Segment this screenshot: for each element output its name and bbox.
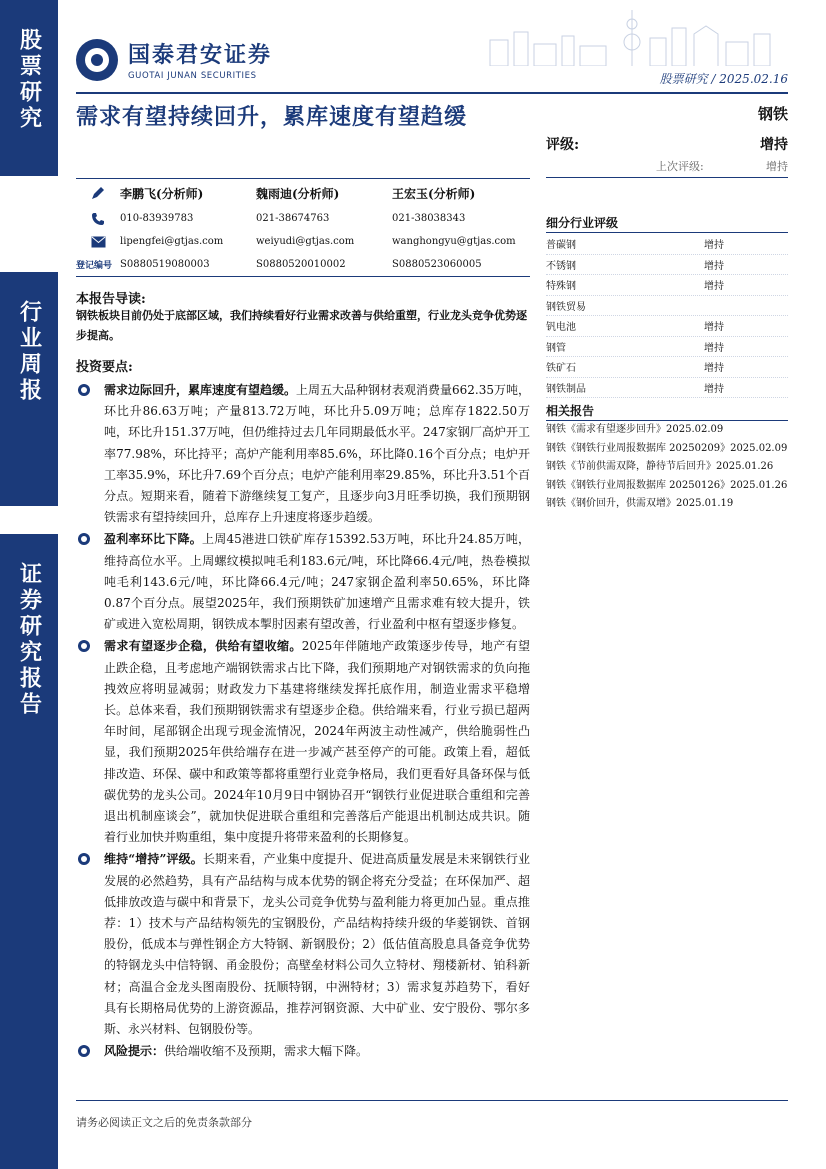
sub-industry-rating: 增持 <box>704 383 724 395</box>
key-point-lead: 需求有望逐步企稳，供给有望收缩。 <box>104 639 302 654</box>
table-row <box>546 275 788 296</box>
analyst-name: 王宏玉(分析师) <box>392 186 476 201</box>
analyst-email[interactable]: weiyudi@gtjas.com <box>256 236 355 247</box>
mail-icon <box>76 236 120 248</box>
guide-heading: 本报告导读: <box>76 292 146 307</box>
sub-industry-name: 特殊钢 <box>546 281 576 293</box>
pen-icon <box>76 185 120 201</box>
key-point-text: 2025年伴随地产政策逐步传导，地产有望止跌企稳，且考虑地产端钢铁需求占比下降，我们预期地产对钢铁需求的负向拖拽效应将明显减弱；财政发力下基建将继续发挥托底作用，制造业需求平稳增长。总体来看，我们预期钢铁需求有望逐步企稳。供给端来看，行业亏损已超两年时间，尾部钢企出现亏现金流情况，2024年两波主动性减产，供给脆弱性凸显，我们预期2025年供给端存在进一步减产甚至停产的可能。政策上看，超低排改造、环保、碳中和政策等都将重塑行业竞争格局，我们更看好具备环保与低碳优势的龙头公司。2024年10月9日中钢协召开“钢铁行业促进联合重组和完善退出机制座谈会”，就加快促进联合重组和完善落后产能退出机制达成共识。随着行业加快并购重组，集中度提升将带来盈利的长期修复。 <box>104 639 530 845</box>
bullet-icon <box>78 853 90 865</box>
sub-industry-divider <box>546 232 788 233</box>
logo-name-en: GUOTAI JUNAN SECURITIES <box>128 71 257 81</box>
sub-industry-name: 铁矿石 <box>546 363 576 375</box>
analyst-phone: 021-38674763 <box>256 213 330 224</box>
table-row <box>546 234 788 255</box>
related-report-link[interactable]: 钢铁《钢铁行业周报数据库 20250126》2025.01.26 <box>546 479 788 491</box>
sub-industry-rating: 增持 <box>704 342 724 354</box>
sidebar-block-securities-report <box>0 534 58 1169</box>
bullet-icon <box>78 640 90 652</box>
previous-rating-label: 上次评级: <box>656 160 704 173</box>
related-report-link[interactable]: 钢铁《节前供需双降，静待节后回升》2025.01.26 <box>546 461 774 472</box>
analyst-emails-row <box>76 230 530 253</box>
logo-emblem-icon <box>76 39 118 81</box>
registration-number: S0880520010002 <box>256 259 346 270</box>
registration-number: S0880519080003 <box>120 259 210 270</box>
registration-number: S0880523060005 <box>392 259 482 270</box>
key-point-text: 长期来看，产业集中度提升、促进高质量发展是未来钢铁行业发展的必然趋势，具有产品结构与成本优势的钢企将充分受益；在环保加严、超低排放改造与碳中和背景下，龙头公司竞争优势与盈利能力将更加凸显。重点推荐：1）技术与产品结构领先的宝钢股份，产品结构持续升级的华菱钢铁、首钢股份，低成本与弹性钢企方大特钢、新钢股份；2）低估值高股息具备竞争优势的特钢龙头中信特钢、甬金股份；高壁垒材料公司久立特材、翔楼新材、铂科新材；高温合金龙头图南股份、抚顺特钢，中洲特材；3）需求复苏趋势下，看好具有长期格局优势的上游资源品，推荐河钢资源、大中矿业、安宁股份、鄂尔多斯、永兴材料、包钢股份等。 <box>104 852 530 1037</box>
key-point-text: 上周五大品种钢材表观消费量662.35万吨，环比升86.63万吨；产量813.72万吨，环比升5.09万吨；总库存1822.50万吨，环比升151.37万吨，但仍维持过去几年同期最低水平。247家钢厂高炉开工率77.98%，环比持平；高炉产能利用率85.6%，环比降0.16个百分点；电炉开工率35.9%，环比升7.69个百分点；电炉产能利用率29.85%，环比升3.51个百分点。短期来看，随着下游继续复工复产，且逐步向3月旺季切换，我们预期钢铁需求有望持续回升，总库存上升速度将逐步趋缓。 <box>104 383 531 525</box>
sidebar-block-weekly <box>0 272 58 506</box>
table-row <box>546 337 788 358</box>
key-point <box>76 529 530 635</box>
key-point-lead: 维持“增持”评级。 <box>104 852 203 867</box>
sub-industry-heading: 细分行业评级 <box>546 216 619 230</box>
city-skyline-decoration <box>470 8 790 66</box>
page-title: 需求有望持续回升，累库速度有望趋缓 <box>76 104 468 130</box>
sub-industry-table <box>546 234 788 398</box>
key-points-list <box>76 380 530 1063</box>
sidebar-label-middle: 行业周报 <box>16 300 42 404</box>
footer-divider <box>76 1100 788 1101</box>
bullet-icon <box>78 533 90 545</box>
doc-type-date: 股票研究 / 2025.02.16 <box>659 72 788 86</box>
analyst-table <box>76 178 530 277</box>
sub-industry-rating: 增持 <box>704 240 724 252</box>
key-point-lead: 风险提示： <box>104 1044 165 1059</box>
sub-industry-name: 普碳钢 <box>546 240 576 252</box>
related-report-link[interactable]: 钢铁《钢价回升，供需双增》2025.01.19 <box>546 498 734 509</box>
sub-industry-rating: 增持 <box>704 322 724 334</box>
company-logo <box>76 38 272 81</box>
analyst-name: 李鹏飞(分析师) <box>120 186 204 201</box>
logo-name-cn: 国泰君安证券 <box>128 43 273 68</box>
key-point-text: 上周45港进口铁矿库存15392.53万吨，环比升24.85万吨，维持高位水平。上周螺纹模拟吨毛利183.6元/吨，环比降66.4元/吨，热卷模拟吨毛利143.6元/吨，环比降66.4元/吨；247家钢企盈利率50.65%，环比降0.87个百分点。展望2025年，我们预期铁矿加速增产且需求难有较大提升，铁矿或进入宽松周期，钢铁成本掣肘因素有望改善，行业盈利中枢有望逐步修复。 <box>104 532 530 632</box>
sub-industry-name: 钒电池 <box>546 322 576 334</box>
sub-industry-name: 不锈钢 <box>546 260 576 272</box>
key-point-lead: 需求边际回升，累库速度有望趋缓。 <box>104 383 297 397</box>
registration-label: 登记编号 <box>76 261 113 271</box>
table-row <box>546 378 788 399</box>
related-report-link[interactable]: 钢铁《需求有望逐步回升》2025.02.09 <box>546 424 724 435</box>
key-point <box>76 636 530 848</box>
industry-label: 钢铁 <box>757 105 788 123</box>
previous-rating-value: 增持 <box>766 160 788 173</box>
table-row <box>546 296 788 317</box>
sub-industry-name: 钢管 <box>546 342 566 354</box>
key-points-heading: 投资要点: <box>76 360 133 375</box>
sub-industry-name: 钢铁制品 <box>546 383 586 395</box>
related-report-link[interactable]: 钢铁《钢铁行业周报数据库 20250209》2025.02.09 <box>546 442 788 454</box>
analyst-email[interactable]: wanghongyu@gtjas.com <box>392 236 516 247</box>
analyst-names-row <box>76 179 530 207</box>
analyst-email[interactable]: lipengfei@gtjas.com <box>120 236 224 247</box>
analyst-phone: 010-83939783 <box>120 213 194 224</box>
bullet-icon <box>78 1045 90 1057</box>
rating-value: 增持 <box>760 137 788 153</box>
key-point <box>76 380 530 528</box>
sub-industry-rating: 增持 <box>704 363 724 375</box>
sidebar-label-top: 股票研究 <box>16 28 42 132</box>
guide-text: 钢铁板块目前仍处于底部区域，我们持续看好行业需求改善与供给重塑，行业龙头竞争优势逐步提高。 <box>76 309 527 342</box>
bullet-icon <box>78 384 90 396</box>
key-point <box>76 849 530 1040</box>
sidebar-block-stock-research <box>0 0 58 176</box>
analyst-phone: 021-38038343 <box>392 213 466 224</box>
sub-industry-name: 钢铁贸易 <box>546 301 586 313</box>
key-point <box>76 1041 530 1062</box>
sub-industry-rating: 增持 <box>704 281 724 293</box>
analyst-name: 魏雨迪(分析师) <box>256 186 340 201</box>
rating-row <box>546 134 788 154</box>
analyst-phones-row <box>76 207 530 230</box>
table-row <box>546 255 788 276</box>
table-row <box>546 357 788 378</box>
key-point-text: 供给端收缩不及预期，需求大幅下降。 <box>164 1044 369 1059</box>
related-reports-list <box>546 422 788 515</box>
sub-industry-rating: 增持 <box>704 260 724 272</box>
analyst-registration-row <box>76 253 530 276</box>
rating-label: 评级: <box>546 137 580 153</box>
table-row <box>546 316 788 337</box>
header-divider <box>76 92 788 94</box>
related-reports-heading: 相关报告 <box>546 404 595 418</box>
related-reports-divider <box>546 420 788 421</box>
key-point-lead: 盈利率环比下降。 <box>104 532 203 547</box>
sidebar-label-bottom: 证券研究报告 <box>16 562 42 718</box>
phone-icon <box>76 212 120 226</box>
previous-rating-row <box>546 158 788 178</box>
footer-disclaimer: 请务必阅读正文之后的免责条款部分 <box>76 1116 252 1129</box>
